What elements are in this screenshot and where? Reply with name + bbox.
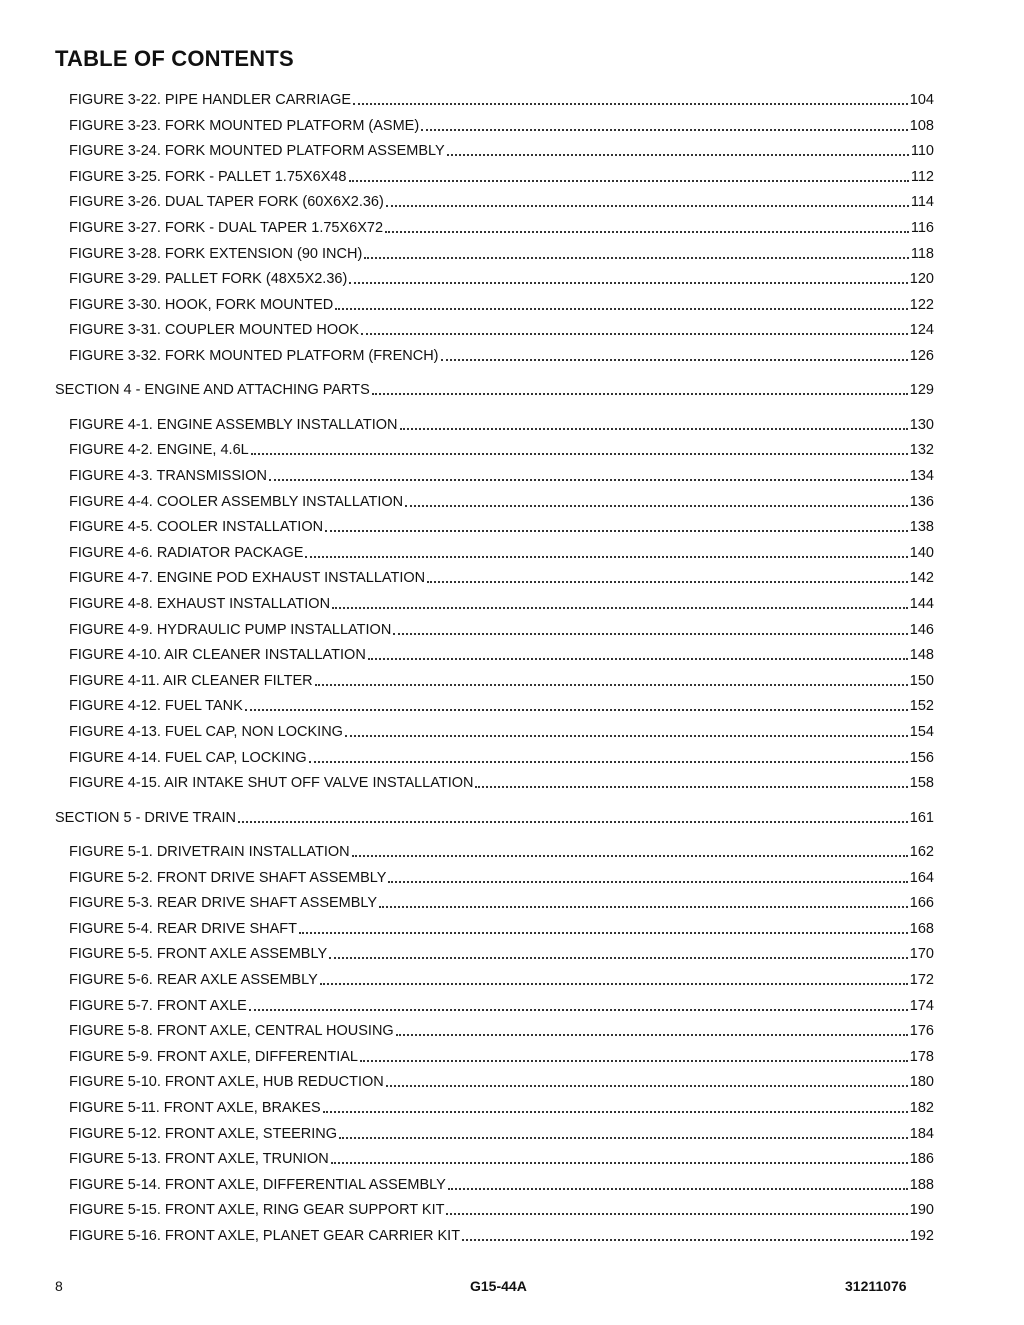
toc-figure-entry[interactable]	[69, 672, 934, 690]
toc-entry-label: FIGURE 5-10. FRONT AXLE, HUB REDUCTION	[69, 1074, 384, 1090]
toc-entry-label: FIGURE 4-10. AIR CLEANER INSTALLATION	[69, 647, 366, 663]
toc-figure-entry[interactable]	[69, 697, 934, 715]
toc-entry-page: 122	[909, 297, 934, 313]
toc-entry-label: FIGURE 4-14. FUEL CAP, LOCKING	[69, 750, 307, 766]
toc-entry-page: 152	[909, 698, 934, 714]
toc-entry-page: 188	[909, 1177, 934, 1193]
toc-figure-entry[interactable]	[69, 1048, 934, 1066]
dot-leader	[427, 581, 908, 583]
toc-entry-label: FIGURE 4-6. RADIATOR PACKAGE	[69, 545, 304, 561]
toc-entry-label: FIGURE 3-29. PALLET FORK (48X5X2.36)	[69, 271, 348, 287]
toc-entry-label: SECTION 4 - ENGINE AND ATTACHING PARTS	[55, 382, 370, 398]
toc-figure-entry[interactable]	[69, 1201, 934, 1219]
toc-figure-entry[interactable]	[69, 1227, 934, 1245]
dot-leader	[385, 231, 909, 233]
toc-entry-page: 129	[909, 382, 934, 398]
toc-entry-label: FIGURE 5-8. FRONT AXLE, CENTRAL HOUSING	[69, 1023, 394, 1039]
toc-entry-page: 130	[909, 417, 934, 433]
toc-entry-page: 162	[909, 844, 934, 860]
dot-leader	[448, 1188, 908, 1190]
toc-entry-page: 110	[910, 143, 934, 159]
toc-entry-page: 134	[909, 468, 934, 484]
toc-entry-page: 112	[910, 169, 934, 185]
toc-figure-entry[interactable]	[69, 945, 934, 963]
toc-figure-entry[interactable]	[69, 219, 934, 237]
dot-leader	[332, 607, 908, 609]
toc-entry-page: 190	[909, 1202, 934, 1218]
dot-leader	[245, 709, 908, 711]
toc-entry-page: 144	[909, 596, 934, 612]
dot-leader	[320, 983, 908, 985]
footer-model: G15-44A	[470, 1278, 527, 1294]
dot-leader	[441, 359, 908, 361]
dot-leader	[353, 103, 908, 105]
toc-entry-label: FIGURE 5-4. REAR DRIVE SHAFT	[69, 921, 298, 937]
toc-entry-label: FIGURE 4-1. ENGINE ASSEMBLY INSTALLATION	[69, 417, 398, 433]
toc-entry-label: FIGURE 3-27. FORK - DUAL TAPER 1.75X6X72	[69, 220, 384, 236]
dot-leader	[421, 129, 908, 131]
toc-entry-label: FIGURE 4-8. EXHAUST INSTALLATION	[69, 596, 331, 612]
dot-leader	[349, 282, 908, 284]
toc-figure-entry[interactable]	[69, 117, 934, 135]
toc-figure-entry[interactable]	[69, 193, 934, 211]
dot-leader	[331, 1162, 908, 1164]
toc-entry-label: FIGURE 3-23. FORK MOUNTED PLATFORM (ASME)	[69, 118, 420, 134]
toc-entry-label: FIGURE 5-15. FRONT AXLE, RING GEAR SUPPORT KIT	[69, 1202, 445, 1218]
toc-entry-page: 108	[909, 118, 934, 134]
toc-entry-label: FIGURE 4-7. ENGINE POD EXHAUST INSTALLATION	[69, 570, 426, 586]
toc-figure-entry[interactable]	[69, 518, 934, 536]
toc-entry-page: 114	[910, 194, 934, 210]
toc-figure-entry[interactable]	[69, 869, 934, 887]
toc-figure-entry[interactable]	[69, 621, 934, 639]
dot-leader	[475, 786, 907, 788]
toc-entry-page: 146	[909, 622, 934, 638]
toc-figure-entry[interactable]	[69, 595, 934, 613]
toc-entry-label: FIGURE 3-32. FORK MOUNTED PLATFORM (FRENCH)	[69, 348, 439, 364]
dot-leader	[361, 333, 908, 335]
toc-entry-page: 142	[909, 570, 934, 586]
toc-entry-page: 140	[909, 545, 934, 561]
toc-entry-page: 178	[909, 1049, 934, 1065]
toc-entry-page: 120	[909, 271, 934, 287]
dot-leader	[249, 1009, 908, 1011]
dot-leader	[379, 906, 908, 908]
dot-leader	[446, 1213, 907, 1215]
toc-figure-entry[interactable]	[69, 416, 934, 434]
toc-entry-page: 164	[909, 870, 934, 886]
toc-figure-entry[interactable]	[69, 569, 934, 587]
toc-figure-entry[interactable]	[69, 997, 934, 1015]
toc-entry-label: FIGURE 3-30. HOOK, FORK MOUNTED	[69, 297, 334, 313]
toc-entry-page: 150	[909, 673, 934, 689]
toc-entry-label: FIGURE 5-16. FRONT AXLE, PLANET GEAR CARRIER KIT	[69, 1228, 461, 1244]
toc-entry-label: FIGURE 5-3. REAR DRIVE SHAFT ASSEMBLY	[69, 895, 378, 911]
footer-doc-number: 31211076	[845, 1278, 907, 1294]
footer-page-number: 8	[55, 1278, 63, 1294]
toc-entry-page: 116	[910, 220, 934, 236]
toc-entry-label: FIGURE 3-22. PIPE HANDLER CARRIAGE	[69, 92, 352, 108]
toc-entry-label: SECTION 5 - DRIVE TRAIN	[55, 810, 237, 826]
toc-entry-label: FIGURE 5-1. DRIVETRAIN INSTALLATION	[69, 844, 350, 860]
toc-section-entry[interactable]	[55, 809, 934, 827]
toc-entry-label: FIGURE 3-31. COUPLER MOUNTED HOOK	[69, 322, 360, 338]
dot-leader	[335, 308, 908, 310]
dot-leader	[372, 393, 908, 395]
toc-entry-page: 166	[909, 895, 934, 911]
dot-leader	[325, 530, 908, 532]
toc-figure-entry[interactable]	[69, 347, 934, 365]
toc-entry-page: 170	[909, 946, 934, 962]
toc-figure-entry[interactable]	[69, 142, 934, 160]
dot-leader	[339, 1137, 908, 1139]
toc-entry-label: FIGURE 4-13. FUEL CAP, NON LOCKING	[69, 724, 343, 740]
toc-figure-entry[interactable]	[69, 1176, 934, 1194]
dot-leader	[345, 735, 908, 737]
dot-leader	[315, 684, 908, 686]
dot-leader	[299, 932, 908, 934]
toc-entry-label: FIGURE 4-12. FUEL TANK	[69, 698, 243, 714]
toc-entry-page: 154	[909, 724, 934, 740]
toc-entry-label: FIGURE 3-24. FORK MOUNTED PLATFORM ASSEMBLY	[69, 143, 445, 159]
toc-entry-label: FIGURE 4-9. HYDRAULIC PUMP INSTALLATION	[69, 622, 392, 638]
dot-leader	[329, 957, 908, 959]
toc-entry-page: 174	[909, 998, 934, 1014]
toc-entry-label: FIGURE 4-5. COOLER INSTALLATION	[69, 519, 324, 535]
toc-entry-page: 176	[909, 1023, 934, 1039]
dot-leader	[269, 479, 908, 481]
page-title: TABLE OF CONTENTS	[55, 46, 294, 71]
toc-entry-label: FIGURE 5-6. REAR AXLE ASSEMBLY	[69, 972, 318, 988]
toc-section-entry[interactable]	[55, 381, 934, 399]
dot-leader	[251, 453, 908, 455]
dot-leader	[388, 881, 907, 883]
toc-figure-entry[interactable]	[69, 646, 934, 664]
toc-figure-entry[interactable]	[69, 493, 934, 511]
toc-figure-entry[interactable]	[69, 1125, 934, 1143]
toc-entry-label: FIGURE 5-12. FRONT AXLE, STEERING	[69, 1126, 338, 1142]
dot-leader	[405, 505, 908, 507]
toc-entry-page: 118	[910, 246, 934, 262]
toc-figure-entry[interactable]	[69, 441, 934, 459]
dot-leader	[352, 855, 908, 857]
toc-entry-page: 184	[909, 1126, 934, 1142]
toc-entry-label: FIGURE 4-15. AIR INTAKE SHUT OFF VALVE INSTALLATION	[69, 775, 474, 791]
dot-leader	[400, 428, 908, 430]
toc-entry-page: 138	[909, 519, 934, 535]
toc-entry-page: 182	[909, 1100, 934, 1116]
toc-entry-page: 186	[909, 1151, 934, 1167]
toc-entry-page: 124	[909, 322, 934, 338]
toc-entry-label: FIGURE 4-4. COOLER ASSEMBLY INSTALLATION	[69, 494, 404, 510]
dot-leader	[396, 1034, 908, 1036]
toc-figure-entry[interactable]	[69, 1099, 934, 1117]
toc-entry-page: 168	[909, 921, 934, 937]
dot-leader	[368, 658, 908, 660]
dot-leader	[238, 821, 908, 823]
toc-figure-entry[interactable]	[69, 774, 934, 792]
toc-entry-page: 180	[909, 1074, 934, 1090]
dot-leader	[349, 180, 909, 182]
dot-leader	[393, 633, 908, 635]
toc-entry-page: 148	[909, 647, 934, 663]
toc-figure-entry[interactable]	[69, 321, 934, 339]
toc-figure-entry[interactable]	[69, 749, 934, 767]
toc-entry-page: 158	[909, 775, 934, 791]
dot-leader	[305, 556, 907, 558]
toc-entry-label: FIGURE 4-2. ENGINE, 4.6L	[69, 442, 249, 458]
toc-figure-entry[interactable]	[69, 1150, 934, 1168]
dot-leader	[309, 761, 908, 763]
toc-entry-label: FIGURE 3-26. DUAL TAPER FORK (60X6X2.36)	[69, 194, 384, 210]
toc-entry-page: 192	[909, 1228, 934, 1244]
toc-figure-entry[interactable]	[69, 544, 934, 562]
toc-figure-entry[interactable]	[69, 270, 934, 288]
dot-leader	[447, 154, 909, 156]
dot-leader	[360, 1060, 908, 1062]
toc-entry-label: FIGURE 5-14. FRONT AXLE, DIFFERENTIAL ASSEMBLY	[69, 1177, 446, 1193]
toc-entry-page: 156	[909, 750, 934, 766]
toc-figure-entry[interactable]	[69, 920, 934, 938]
toc-entry-label: FIGURE 4-3. TRANSMISSION	[69, 468, 267, 484]
toc-entry-label: FIGURE 3-28. FORK EXTENSION (90 INCH)	[69, 246, 363, 262]
dot-leader	[462, 1239, 908, 1241]
dot-leader	[323, 1111, 908, 1113]
toc-entry-label: FIGURE 5-9. FRONT AXLE, DIFFERENTIAL	[69, 1049, 358, 1065]
toc-figure-entry[interactable]	[69, 971, 934, 989]
toc-entry-page: 104	[909, 92, 934, 108]
toc-entry-label: FIGURE 5-5. FRONT AXLE ASSEMBLY	[69, 946, 328, 962]
toc-entry-page: 172	[909, 972, 934, 988]
toc-figure-entry[interactable]	[69, 843, 934, 861]
toc-figure-entry[interactable]	[69, 168, 934, 186]
toc-entry-page: 161	[909, 810, 934, 826]
toc-figure-entry[interactable]	[69, 1073, 934, 1091]
toc-figure-entry[interactable]	[69, 1022, 934, 1040]
dot-leader	[364, 257, 909, 259]
dot-leader	[386, 1085, 908, 1087]
toc-entry-label: FIGURE 5-11. FRONT AXLE, BRAKES	[69, 1100, 321, 1116]
toc-entry-page: 136	[909, 494, 934, 510]
toc-entry-page: 126	[909, 348, 934, 364]
toc-entry-label: FIGURE 5-2. FRONT DRIVE SHAFT ASSEMBLY	[69, 870, 387, 886]
toc-figure-entry[interactable]	[69, 91, 934, 109]
toc-figure-entry[interactable]	[69, 296, 934, 314]
toc-entry-label: FIGURE 5-7. FRONT AXLE	[69, 998, 247, 1014]
dot-leader	[386, 205, 909, 207]
toc-entry-page: 132	[909, 442, 934, 458]
toc-entry-label: FIGURE 5-13. FRONT AXLE, TRUNION	[69, 1151, 329, 1167]
toc-figure-entry[interactable]	[69, 894, 934, 912]
toc-figure-entry[interactable]	[69, 245, 934, 263]
toc-entry-label: FIGURE 4-11. AIR CLEANER FILTER	[69, 673, 313, 689]
toc-entry-label: FIGURE 3-25. FORK - PALLET 1.75X6X48	[69, 169, 347, 185]
toc-figure-entry[interactable]	[69, 467, 934, 485]
toc-figure-entry[interactable]	[69, 723, 934, 741]
